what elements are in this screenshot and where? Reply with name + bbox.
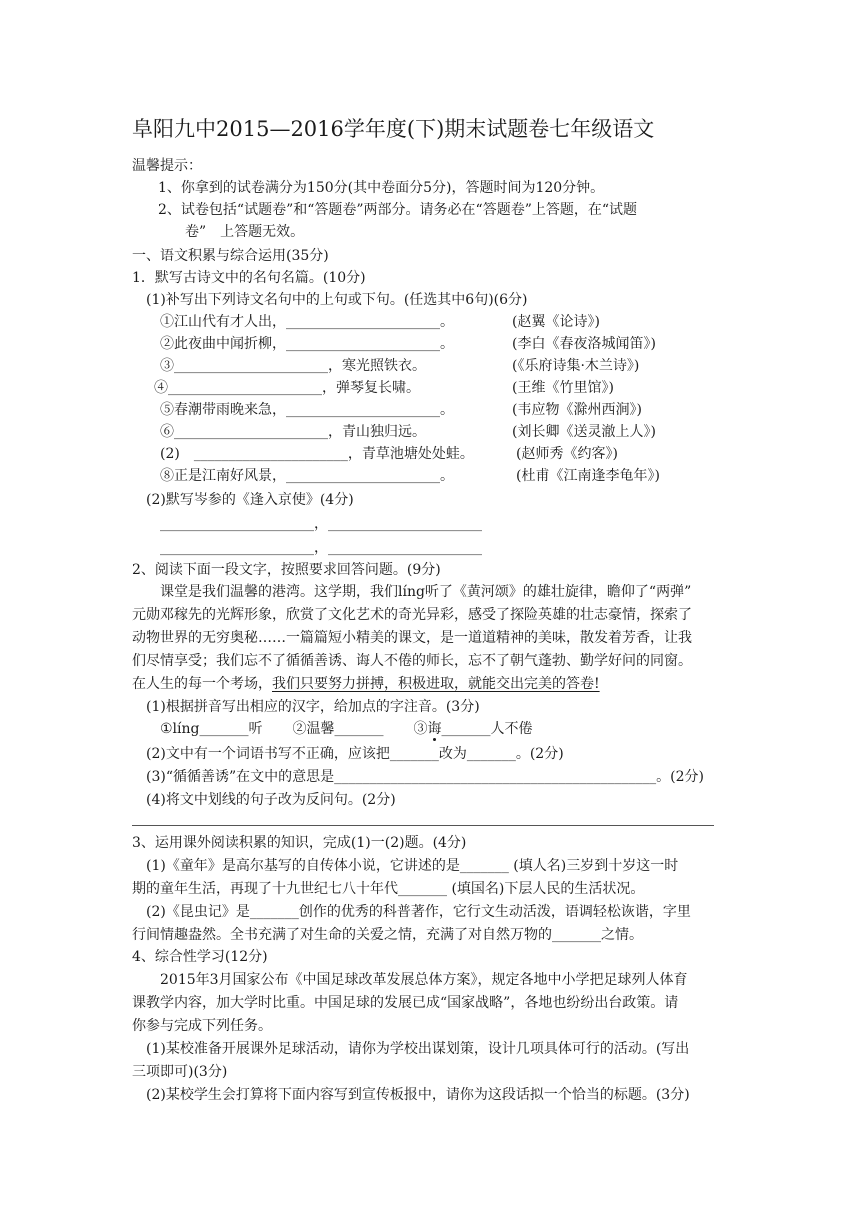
q1-sub2-answer-line-1: ______________________，______________________ — [160, 516, 482, 532]
q1-item-8-source: (杜甫《江南逢李龟年》) — [516, 468, 660, 484]
q2-passage-line-3: 动物世界的无穷奥秘……一篇篇短小精美的课文，是一道道精神的美味，散发着芳香，让我 — [132, 630, 692, 646]
q3-item-1-line-1: (1)《童年》是高尔基写的自传体小说，它讲述的是_______ (填人名)三岁到十岁这一时 — [146, 858, 679, 874]
tip-1: 1、你拿到的试卷满分为150分(其中卷面分5分)，答题时间为120分钟。 — [158, 180, 605, 196]
q1-item-1: ①江山代有才人出，______________________。 — [160, 314, 454, 330]
q2-sub4-answer-line — [132, 825, 714, 826]
q2-sub1-blank-2: ②温馨_______ — [292, 721, 384, 737]
tip-2-cont: 卷” 上答题无效。 — [185, 224, 305, 240]
q2-sub4: (4)将文中划线的句子改为反问句。(2分) — [146, 792, 396, 808]
q3-item-1-line-2: 期的童年生活，再现了十九世纪七八十年代_______ (填国名)下层人民的生活状况。 — [132, 881, 645, 897]
q2-sub1-blank-3-suffix: _______人不倦 — [441, 721, 533, 737]
q1-item-6: ⑥______________________，青山独归远。 — [160, 424, 426, 440]
q3-heading: 3、运用课外阅读积累的知识，完成(1)一(2)题。(4分) — [132, 835, 467, 851]
q1-item-1-source: (赵翼《论诗》) — [512, 314, 600, 330]
q1-sub1: (1)补写出下列诗文名句中的上句或下句。(任选其中6句)(6分) — [146, 292, 528, 308]
q2-sub1-answers — [160, 719, 532, 739]
q2-sub1-blank-3-prefix: ③ — [413, 721, 428, 737]
q1-item-8: ⑧正是江南好风景，______________________。 — [160, 468, 454, 484]
q2-passage-line-5-lead: 在人生的每一个考场， — [132, 676, 272, 692]
q4-passage-line-1: 2015年3月国家公布《中国足球改革发展总体方案》，规定各地中小学把足球列人体育 — [160, 972, 688, 988]
q4-sub2: (2)某校学生会打算将下面内容写到宣传板报中，请你为这段话拟一个恰当的标题。(3分) — [146, 1087, 690, 1103]
exam-title: 阜阳九中2015—2016学年度(下)期末试题卷七年级语文 — [132, 117, 655, 141]
q2-sub3: (3)“循循善诱”在文中的意思是______________________________________________。(2分) — [146, 769, 704, 785]
q2-sub1-blank-1: ①líng_______听 — [160, 721, 263, 737]
q1-heading: 1．默写古诗文中的名句名篇。(10分) — [132, 270, 366, 286]
q4-sub1-line-1: (1)某校准备开展课外足球活动，请你为学校出谋划策，设计几项具体可行的活动。(写出 — [146, 1041, 690, 1057]
q2-passage-line-2: 元勋邓稼先的光辉形象，欣赏了文化艺术的奇光异彩，感受了探险英雄的壮志豪情，探索了 — [132, 607, 692, 623]
q1-item-4: ④______________________，弹琴复长啸。 — [154, 380, 420, 396]
q1-item-5: ⑤春潮带雨晚来急，______________________。 — [160, 402, 454, 418]
q2-sub1: (1)根据拼音写出相应的汉字，给加点的字注音。(3分) — [146, 699, 480, 715]
q1-sub2: (2)默写岑参的《逢入京使》(4分) — [146, 492, 354, 508]
q4-passage-line-3: 你参与完成下列任务。 — [132, 1018, 272, 1034]
tip-2: 2、试卷包括“试题卷”和“答题卷”两部分。请务必在“答题卷”上答题，在“试题 — [158, 202, 638, 218]
q1-item-7-source: (赵师秀《约客》) — [516, 446, 618, 462]
q1-item-3: ③______________________，寒光照铁衣。 — [160, 358, 426, 374]
q2-passage-line-4: 们尽情享受；我们忘不了循循善诱、诲人不倦的师长，忘不了朝气蓬勃、勤学好问的同窗。 — [132, 653, 692, 669]
q4-passage-line-2: 课教学内容，加大学时比重。中国足球的发展已成“国家战略”，各地也纷纷出台政策。请 — [132, 995, 679, 1011]
q3-item-2-line-2: 行间情趣盎然。全书充满了对生命的关爱之情，充满了对自然万物的_______之情。 — [132, 927, 643, 943]
q2-passage-line-1: 课堂是我们温馨的港湾。这学期，我们líng听了《黄河颂》的雄壮旋律，瞻仰了“两弹” — [160, 584, 692, 600]
q1-item-2: ②此夜曲中闻折柳，______________________。 — [160, 336, 454, 352]
q1-item-3-source: (《乐府诗集·木兰诗》) — [512, 358, 640, 374]
section-1-heading: 一、语文积累与综合运用(35分) — [132, 248, 329, 264]
q1-item-5-source: (韦应物《滁州西涧》) — [512, 402, 642, 418]
q2-sub1-dotted-char: 诲 — [427, 721, 442, 737]
q2-heading: 2、阅读下面一段文字，按照要求回答问题。(9分) — [132, 562, 441, 578]
q2-passage-line-5 — [132, 674, 600, 694]
q3-item-2-line-1: (2)《昆虫记》是_______创作的优秀的科普著作，它行文生动活泼，语调轻松诙谐，字里 — [146, 904, 691, 920]
q1-item-4-source: (王维《竹里馆》) — [512, 380, 614, 396]
q2-sub2: (2)文中有一个词语书写不正确，应该把_______改为_______。(2分) — [146, 746, 564, 762]
q1-sub2-answer-line-2: ______________________，______________________ — [160, 540, 482, 556]
tips-heading: 温馨提示： — [132, 158, 202, 174]
q1-item-7: (2) ______________________，青草池塘处处蛙。 — [160, 446, 474, 462]
q2-underlined-sentence: 我们只要努力拼搏，积极进取，就能交出完美的答卷! — [272, 676, 600, 692]
q4-sub1-line-2: 三项即可)(3分) — [132, 1064, 228, 1080]
q1-item-2-source: (李白《春夜洛城闻笛》) — [512, 336, 656, 352]
q1-item-6-source: (刘长卿《送灵澈上人》) — [512, 424, 656, 440]
q4-heading: 4、综合性学习(12分) — [132, 949, 268, 965]
